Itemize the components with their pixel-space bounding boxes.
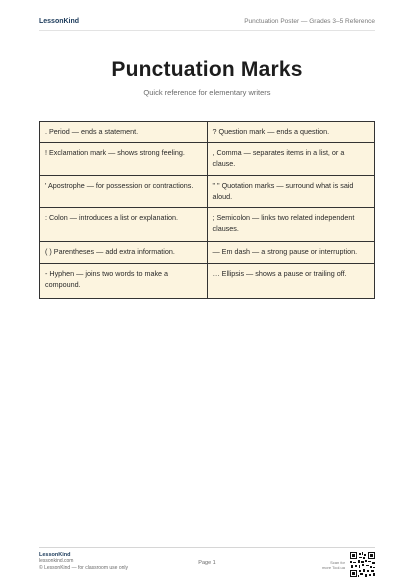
top-bar [39,14,375,31]
table-cell: ; Semicolon — links two related independent clauses. [207,208,375,242]
table-cell: ' Apostrophe — for possession or contractions. [40,176,208,208]
table-cell: " " Quotation marks — surround what is said aloud. [207,176,375,208]
page-subtitle: Quick reference for elementary writers [143,88,271,97]
table-row [40,264,375,299]
table-cell: ? Question mark — ends a question. [207,122,375,143]
table-row [40,143,375,176]
scan-line: Scan for [330,560,345,565]
scan-line: more Tool.ua [321,564,345,570]
qr-code-icon [350,552,375,577]
table-row [40,242,375,264]
table-row [40,208,375,242]
table-row [40,122,375,143]
table-cell: - Hyphen — joins two words to make a compound. [40,264,208,299]
table-cell: . Period — ends a statement. [40,122,208,143]
footer-brand: LessonKind [39,552,71,558]
page-title: Punctuation Marks [111,58,303,81]
page-footer [39,547,375,578]
header-context: Punctuation Poster — Grades 3–5 Reference [244,17,375,25]
table-cell: ( ) Parentheses — add extra information. [40,242,208,264]
punctuation-table [39,121,375,299]
table-cell: ! Exclamation mark — shows strong feeling. [40,143,208,176]
table-cell: , Comma — separates items in a list, or a clause. [207,143,375,176]
footer-site: lessonkind.com [39,558,74,565]
brand-logo: LessonKind [39,17,80,25]
footer-copyright: © LessonKind — for classroom use only [39,564,129,571]
table-row [40,176,375,208]
table-cell: : Colon — introduces a list or explanation. [40,208,208,242]
table-cell: … Ellipsis — shows a pause or trailing off. [207,264,375,299]
page-number: Page 1 [198,560,216,566]
table-cell: — Em dash — a strong pause or interruption. [207,242,375,264]
scan-caption [311,561,345,570]
